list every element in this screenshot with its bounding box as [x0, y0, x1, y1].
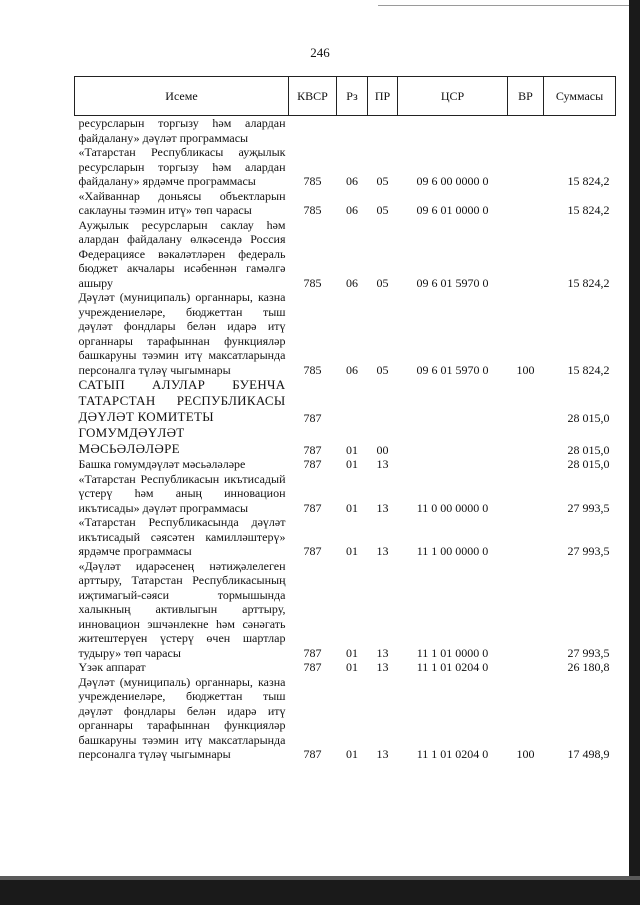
row-name: ГОМУМДӘҮЛӘТ МӘСЬӘЛӘЛӘРЕ — [78, 425, 185, 456]
row-sum: 15 824,2 — [567, 275, 610, 290]
row-rz: 06 — [346, 362, 358, 377]
table-row — [75, 675, 616, 762]
row-pr — [368, 116, 398, 146]
row-kvsr: 787 — [303, 442, 322, 457]
row-vr — [508, 660, 544, 675]
row-sum: 17 498,9 — [567, 747, 610, 761]
header-name: Исеме — [75, 77, 289, 116]
row-kvsr: 787 — [303, 645, 322, 660]
table-row — [75, 189, 616, 218]
table-row — [75, 425, 616, 457]
row-csr: 09 6 00 0000 0 — [416, 174, 489, 188]
scan-bottom-edge — [0, 876, 640, 905]
row-name: САТЫП АЛУЛАР БУЕНЧА ТАТАРСТАН РЕСПУБЛИКАСЫ ДӘҮЛӘТ КОМИТЕТЫ — [78, 377, 286, 424]
row-rz: 01 — [346, 500, 358, 515]
row-pr — [368, 377, 398, 425]
row-sum: 28 015,0 — [567, 442, 610, 457]
header-vr: ВР — [508, 77, 544, 116]
row-rz: 01 — [346, 442, 358, 457]
page-number: 246 — [310, 45, 330, 60]
row-rz: 01 — [346, 457, 358, 471]
row-vr — [508, 145, 544, 189]
row-csr — [398, 457, 508, 472]
row-vr — [508, 425, 544, 457]
header-kvsr: КВСР — [289, 77, 337, 116]
row-sum: 15 824,2 — [567, 203, 610, 217]
row-csr: 11 1 00 0000 0 — [416, 544, 489, 558]
row-csr: 11 1 01 0204 0 — [416, 747, 489, 761]
row-pr: 00 — [376, 442, 389, 457]
row-name: Ауҗылык ресурсларын саклау һәм алардан файдалану өлкәсендә Россия Федерациясе вәкаләтләрен федераль бюджет акчалары исәбеннән гамәлгә ашыру — [78, 217, 286, 290]
header-sum: Суммасы — [544, 77, 616, 116]
row-csr: 09 6 01 5970 0 — [416, 275, 489, 290]
row-rz: 06 — [346, 174, 358, 188]
row-sum: 26 180,8 — [567, 660, 610, 674]
table-row — [75, 377, 616, 425]
row-kvsr: 787 — [303, 660, 322, 674]
row-kvsr — [289, 116, 337, 146]
row-csr — [398, 425, 508, 457]
table-row — [75, 116, 616, 146]
row-sum: 15 824,2 — [567, 174, 610, 188]
row-pr: 05 — [376, 203, 389, 217]
row-pr: 13 — [376, 544, 389, 558]
row-kvsr: 787 — [303, 544, 322, 558]
row-vr — [508, 472, 544, 516]
row-sum: 27 993,5 — [567, 544, 610, 558]
row-sum: 28 015,0 — [567, 410, 610, 425]
row-name: «Татарстан Республикасын икътисадый үстерү һәм аның инновацион икътисады» дәүләт программасы — [78, 471, 286, 515]
row-sum: 15 824,2 — [567, 362, 610, 377]
row-pr: 13 — [376, 457, 389, 471]
row-rz: 01 — [346, 747, 358, 761]
row-rz: 01 — [346, 660, 358, 674]
row-sum: 28 015,0 — [567, 457, 610, 471]
row-rz: 01 — [346, 544, 358, 558]
row-name: ресурсларын торгызу һәм алардан файдалану» дәүләт программасы — [78, 116, 286, 145]
row-name: Дәүләт (муниципаль) органнары, казна учреждениеләре, бюджеттан тыш дәүләт фондлары белән идарә итү органнары тарафыннан функцияләр башкаруны тәэмин итү максатларында персоналга түләү чыгымнары — [78, 290, 286, 377]
row-name: «Хайваннар доньясы объектларын саклауны тәэмин итү» төп чарасы — [78, 188, 286, 217]
row-kvsr: 785 — [303, 174, 322, 188]
row-vr: 100 — [516, 362, 535, 377]
table-row — [75, 472, 616, 516]
table-row — [75, 290, 616, 377]
row-name: Дәүләт (муниципаль) органнары, казна учреждениеләре, бюджеттан тыш дәүләт фондлары белән идарә итү органнары тарафыннан функцияләр башкаруны тәэмин итү максатларында персоналга түләү чыгымнары — [78, 674, 286, 761]
table-row — [75, 218, 616, 291]
row-rz — [337, 116, 368, 146]
row-sum: 27 993,5 — [567, 645, 610, 660]
row-vr — [508, 457, 544, 472]
header-pr: ПР — [368, 77, 398, 116]
row-vr — [508, 218, 544, 291]
row-name: Үзәк аппарат — [78, 660, 146, 674]
row-vr — [508, 189, 544, 218]
row-rz — [337, 377, 368, 425]
row-name: «Татарстан Республикасы ауҗылык ресурсларын торгызу һәм алардан файдалану» ярдәмче программасы — [78, 145, 286, 188]
table-row — [75, 145, 616, 189]
row-csr: 11 1 01 0204 0 — [416, 660, 489, 674]
row-vr — [508, 515, 544, 559]
top-rule — [378, 5, 633, 6]
row-rz: 01 — [346, 645, 358, 660]
row-csr: 09 6 01 5970 0 — [416, 362, 489, 377]
row-rz: 06 — [346, 203, 358, 217]
row-kvsr: 785 — [303, 362, 322, 377]
row-kvsr: 787 — [303, 500, 322, 515]
scan-bottom-edge-highlight — [0, 876, 640, 880]
row-sum: 27 993,5 — [567, 500, 610, 515]
table-header-row — [75, 77, 616, 116]
row-pr: 05 — [376, 275, 389, 290]
row-pr: 05 — [376, 174, 389, 188]
row-pr: 05 — [376, 362, 389, 377]
table-row — [75, 457, 616, 472]
budget-table — [74, 76, 616, 762]
row-kvsr: 787 — [303, 747, 322, 761]
row-csr: 09 6 01 0000 0 — [416, 203, 489, 217]
row-pr: 13 — [376, 500, 389, 515]
row-pr: 13 — [376, 747, 389, 761]
row-vr: 100 — [516, 747, 535, 761]
row-vr — [508, 377, 544, 425]
row-kvsr: 785 — [303, 203, 322, 217]
row-pr: 13 — [376, 660, 389, 674]
table-row — [75, 559, 616, 661]
header-rz: Рз — [337, 77, 368, 116]
row-pr: 13 — [376, 645, 389, 660]
row-name: «Татарстан Республикасында дәүләт икътисадый сәясәтен камилләштерү» ярдәмче программасы — [78, 515, 286, 558]
row-csr: 11 0 00 0000 0 — [416, 500, 489, 515]
row-csr: 11 1 01 0000 0 — [416, 645, 489, 660]
row-vr — [508, 559, 544, 661]
header-csr: ЦСР — [398, 77, 508, 116]
row-csr — [398, 377, 508, 425]
row-kvsr: 787 — [303, 457, 322, 471]
row-kvsr: 785 — [303, 275, 322, 290]
row-kvsr: 787 — [303, 410, 322, 425]
row-sum — [544, 116, 616, 146]
row-name: «Дәүләт идарәсенең нәтиҗәлелеген арттыру, Татарстан Республикасының иҗтимагый-сәяси тормышында халыкның активлыгын арттыру, инновацион эшчәнлекне һәм сәнәгать житештерүен үстерү өчен шартлар тудыру» төп чарасы — [78, 558, 286, 660]
row-csr — [398, 116, 508, 146]
scan-right-edge — [629, 0, 640, 905]
table-row — [75, 515, 616, 559]
row-vr — [508, 116, 544, 146]
table-row — [75, 660, 616, 675]
row-name: Башка гомумдәүләт мәсьәләләре — [78, 457, 246, 471]
row-rz: 06 — [346, 275, 358, 290]
